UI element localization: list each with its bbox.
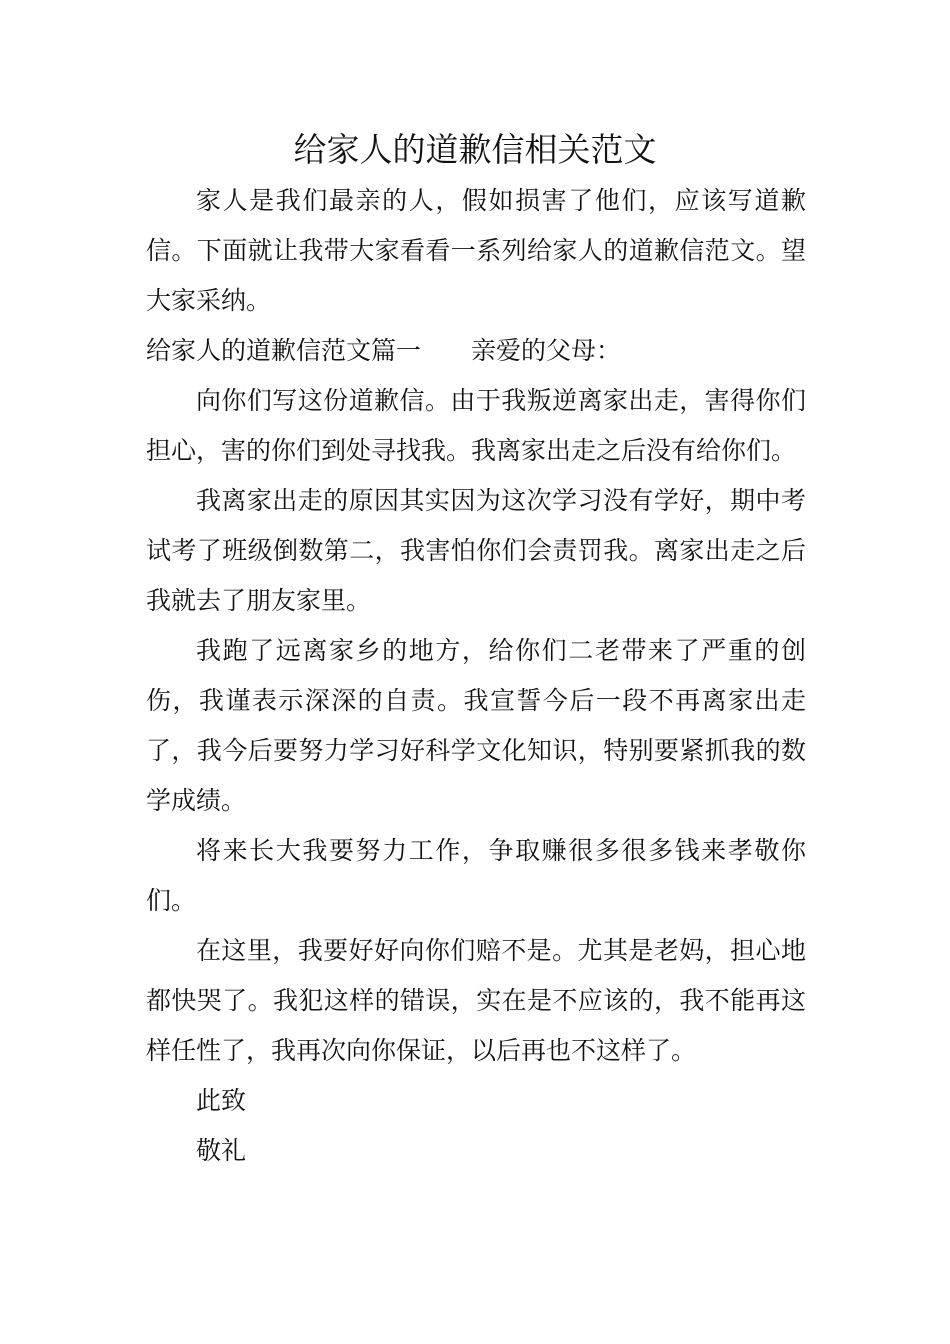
section-heading-line [146, 326, 806, 376]
body-paragraph: 我离家出走的原因其实因为这次学习没有学好，期中考试考了班级倒数第二，我害怕你们会责罚我。离家出走之后我就去了朋友家里。 [146, 486, 806, 615]
document-title: 给家人的道歉信相关范文 [293, 130, 657, 169]
document-body [146, 176, 806, 1176]
body-paragraph: 我跑了远离家乡的地方，给你们二老带来了严重的创伤，我谨表示深深的自责。我宣誓今后一段不再离家出走了，我今后要努力学习好科学文化知识，特别要紧抓我的数学成绩。 [146, 636, 806, 815]
body-paragraph: 在这里，我要好好向你们赔不是。尤其是老妈，担心地都快哭了。我犯这样的错误，实在是不应该的，我不能再这样任性了，我再次向你保证，以后再也不这样了。 [146, 936, 806, 1065]
salutation: 亲爱的父母： [471, 336, 622, 365]
body-paragraph: 向你们写这份道歉信。由于我叛逆离家出走，害得你们担心，害的你们到处寻找我。我离家出走之后没有给你们。 [146, 386, 806, 465]
body-paragraph: 将来长大我要努力工作，争取赚很多很多钱来孝敬你们。 [146, 836, 806, 915]
intro-paragraph: 家人是我们最亲的人，假如损害了他们，应该写道歉信。下面就让我带大家看看一系列给家人的道歉信范文。望大家采纳。 [146, 186, 806, 315]
section-heading: 给家人的道歉信范文篇一 [146, 336, 422, 365]
closing-line-2: 敬礼 [196, 1136, 247, 1165]
closing-line-1: 此致 [196, 1086, 247, 1115]
